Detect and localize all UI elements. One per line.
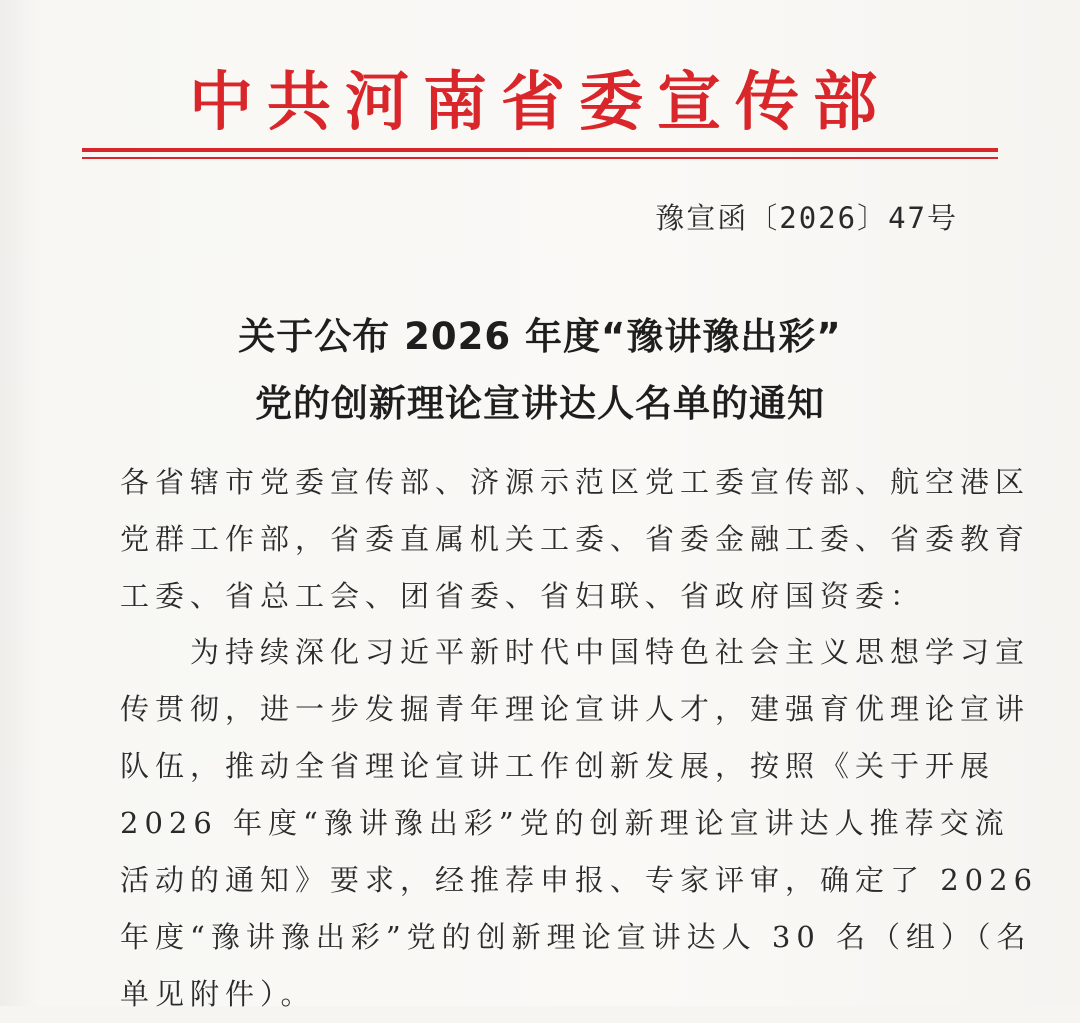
addressee-line: 党群工作部，省委直属机关工委、省委金融工委、省委教育 [120, 522, 1031, 556]
paragraph-line: 队伍，推动全省理论宣讲工作创新发展，按照《关于开展 [120, 749, 996, 783]
paragraph-line: 为持续深化习近平新时代中国特色社会主义思想学习宣 [120, 635, 1031, 669]
addressee-line: 各省辖市党委宣传部、济源示范区党工委宣传部、航空港区 [120, 465, 1031, 499]
paragraph-line: 传贯彻，进一步发掘青年理论宣讲人才，建强育优理论宣讲 [120, 692, 1031, 726]
paragraph-line: 单见附件）。 [120, 977, 316, 1011]
body-paragraph [120, 624, 1039, 1023]
org-masthead: 中共河南省委宣传部 [189, 65, 891, 140]
paragraph-line: 年度“豫讲豫出彩”党的创新理论宣讲达人 30 名（组）（名 [120, 920, 1032, 954]
paragraph-line: 活动的通知》要求，经推荐申报、专家评审，确定了 2026 [120, 863, 1039, 897]
red-divider-thick [82, 148, 998, 152]
document-title-line-2: 党的创新理论宣讲达人名单的通知 [255, 382, 825, 425]
addressee-line: 工委、省总工会、团省委、省妇联、省政府国资委： [120, 579, 926, 613]
red-divider-thin [82, 157, 998, 159]
paragraph-line: 2026 年度“豫讲豫出彩”党的创新理论宣讲达人推荐交流 [120, 806, 1010, 840]
document-number: 豫宣函〔2026〕47号 [655, 201, 958, 235]
document-title-line-1: 关于公布 2026 年度“豫讲豫出彩” [238, 315, 842, 358]
addressee-block [120, 454, 1031, 625]
